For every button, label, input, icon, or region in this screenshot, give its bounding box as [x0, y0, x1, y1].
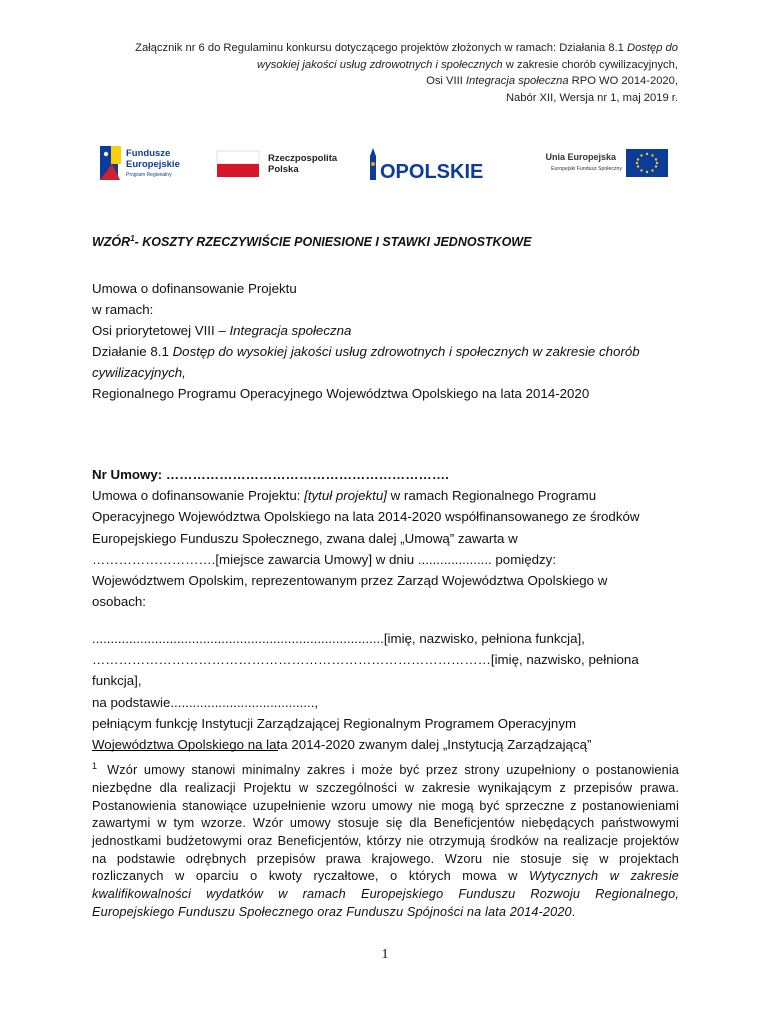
fundusze-europejskie-logo — [98, 142, 198, 186]
header-line-4: Nabór XII, Wersja nr 1, maj 2019 r. — [505, 91, 678, 104]
opolskie-text: OPOLSKIE — [380, 161, 484, 183]
footnote-separator — [92, 750, 278, 751]
footnote: $^1$ Wzór umowy stanowi minimalny zakres i może być przez strony uzupełniony o postanowienia niezbędne dla realizacji Projektu w szczególności w zakresie wynikającym z przepisów prawa. Postanowienia stanowiące uzupełnienie wzoru umowy nie mogą być sprzeczne z postanowieniami zawartymi w tym wzorze. Wzór umowy stosuje się dla Beneficjentów niebędących państwowymi jednostkami budżetowymi oraz Beneficjentów, którzy nie otrzymują środków na realizacje projektów na podstawie odrębnych przepisów prawa krajowego. Wzoru nie stosuje się w projektach rozliczanych w oparciu o kwoty ryczałtowe, o których mowa w Wytycznych w zakresie kwalifikowalności wydatków w ramach Europejskiego Funduszu Rozwoju Regionalnego, Europejskiego Funduszu Społecznego oraz Funduszu Spójności na lata 2014-2020. — [92, 761, 680, 919]
fe-text-3: Program Regionalny — [126, 172, 172, 178]
document-title: WZÓR$^1$- KOSZTY RZECZYWIŚCIE PONIESIONE I STAWKI JEDNOSTKOWE — [92, 234, 532, 250]
signatories-block: ...............................................................................[imię, nazwisko, pełniona funkcja], ………………………………………………………………………………[imię, nazwisko, pełniona funkcja], na podstawie......................................., pełniącym funkcję Instytucji Zarządzającej Regionalnym Programem Operacyjnym Województwa Opolskiego na lata 2014-2020 zwanym dalej „Instytucją Zarządzającą” — [92, 631, 639, 753]
header-line-2: wysokiej jakości usług zdrowotnych i społecznych w zakresie chorób cywilizacyjnych, — [257, 58, 678, 71]
logo-bar — [98, 142, 672, 186]
footnote-number: 1 — [92, 761, 98, 771]
title-footnote-ref: 1 — [130, 234, 135, 243]
unia-europejska-logo — [528, 142, 672, 186]
fe-text-2: Europejskie — [126, 159, 180, 170]
page-number: 1 — [381, 947, 389, 962]
intro-block: Umowa o dofinansowanie Projektu w ramach: Osi priorytetowej VIII – Integracja społeczna Działanie 8.1 Dostęp do wysokiej jakości usług zdrowotnych i społecznych w zakresie chorób cywilizacyjnych, Regionalnego Programu Operacyjnego Województwa Opolskiego na lata 2014-2020 — [92, 281, 640, 401]
header-line-3: Osi VIII Integracja społeczna RPO WO 2014-2020, — [426, 75, 678, 87]
rp-text-2: Polska — [268, 164, 299, 175]
opolskie-logo — [366, 142, 506, 186]
rzeczpospolita-polska-logo — [216, 142, 346, 186]
header-line-1: Załącznik nr 6 do Regulaminu konkursu dotyczącego projektów złożonych w ramach: Działania 8.1 Dostęp do — [135, 42, 678, 54]
fe-text-1: Fundusze — [126, 148, 171, 159]
ue-text-1: Unia Europejska — [545, 152, 616, 162]
rp-text-1: Rzeczpospolita — [268, 153, 338, 164]
contract-block: Nr Umowy: ………………………………………………………. Umowa o dofinansowanie Projektu: [tytuł projektu] w ramach Regionalnego Programu Operacyjnego Województwa Opolskiego na lata 2014-2020 współfinansowanego ze środków Europejskiego Funduszu Społecznego, zwana dalej „Umową” zawarta w ……………………….[miejsce zawarcia Umowy] w dniu .................... pomiędzy: Województwem Opolskim, reprezentowanym przez Zarząd Województwa Opolskiego w osobach: — [92, 464, 682, 612]
document-header — [78, 40, 678, 106]
contract-number: Nr Umowy: ………………………………………………………. — [92, 467, 449, 482]
ue-text-2: Europejski Fundusz Społeczny — [551, 166, 622, 172]
